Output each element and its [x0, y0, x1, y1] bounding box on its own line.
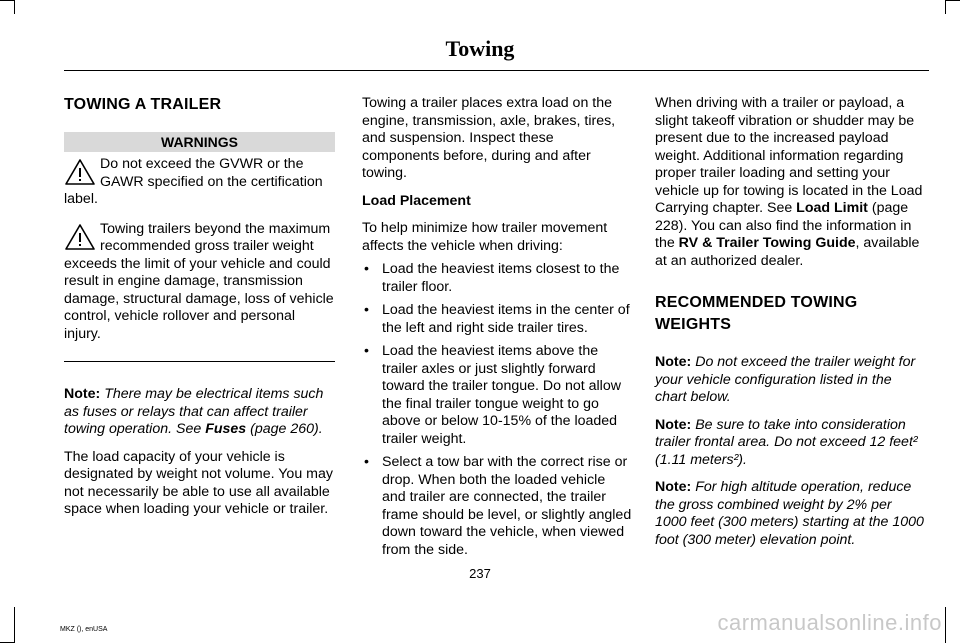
link-fuses[interactable]: Fuses [205, 421, 247, 437]
crop-mark [946, 0, 960, 1]
link-rv-trailer-towing-guide[interactable]: RV & Trailer Towing Guide [678, 235, 856, 251]
subheading-load-placement: Load Placement [362, 192, 471, 209]
page-header-title: Towing [445, 36, 515, 61]
note-label: Note: [655, 479, 692, 495]
paragraph-trailer-vibration [655, 95, 927, 270]
warning-triangle-icon [64, 158, 96, 186]
note-text: Do not exceed the trailer weight for your vehicle configuration listed in the chart below. [655, 354, 916, 405]
note-label: Note: [655, 416, 692, 433]
paragraph-towing-intro: Towing a trailer places extra load on the engine, transmission, axle, brakes, tires, and suspension. Inspect these components before, during and after towing. [362, 95, 616, 181]
paragraph-text: (page 228). You can also find the information in the [655, 200, 912, 251]
column-2 [362, 95, 632, 565]
section-heading-recommended-towing-weights [655, 292, 927, 336]
link-load-limit[interactable]: Load Limit [796, 200, 868, 216]
crop-mark [0, 0, 14, 1]
header-divider [64, 70, 929, 71]
heading-line-2: WEIGHTS [655, 316, 732, 333]
note-frontal-area [655, 417, 927, 470]
note-text: There may be electrical items such as fuses or relays that can affect trailer towing operation. See [64, 386, 324, 437]
note-fuses [64, 386, 335, 439]
list-item: • Load the heaviest items in the center of the left and right side trailer tires. [362, 302, 632, 337]
list-item: • Select a tow bar with the correct rise or drop. When both the loaded vehicle and trailer are connected, the trailer frame should be level, or slightly angled down toward the vehicle, when viewed from the side. [362, 454, 632, 559]
warning-2-text: Towing trailers beyond the maximum recommended gross trailer weight exceeds the limit of your vehicle and could result in engine damage, transmission damage, structural damage, loss of vehicle control, vehicle rollover and personal injury. [64, 220, 334, 342]
document-id: MKZ (), enUSA [60, 626, 108, 633]
list-item: • Load the heaviest items closest to the trailer floor. [362, 261, 632, 296]
warning-1 [64, 156, 335, 209]
crop-mark [945, 0, 946, 14]
note-trailer-weight [655, 354, 927, 407]
paragraph-load-capacity: The load capacity of your vehicle is designated by weight not volume. You may not necessarily be able to use all available space when loading your vehicle or trailer. [64, 448, 333, 517]
paragraph-text: When driving with a trailer or payload, a slight takeoff vibration or shudder may be present due to the increased payload weight. Additional information regarding proper trailer loading and setting your vehicle up for towing is located in the Load Carrying chapter. See [655, 95, 923, 216]
note-text: For high altitude operation, reduce the gross combined weight by 2% per 1000 feet (300 meters) starting at the 1000 foot (300 meter) elevation point. [655, 479, 924, 548]
page-number: 237 [469, 566, 491, 581]
warning-triangle-icon [64, 223, 96, 251]
list-item: • Load the heaviest items above the trailer axles or just slightly forward toward the trailer tongue. Do not allow the final trailer tongue weight to go above or below 10-15% of the loaded trailer weight. [362, 343, 632, 448]
column-3 [655, 95, 927, 549]
crop-mark [945, 607, 946, 643]
crop-mark [14, 0, 15, 14]
note-label: Note: [64, 386, 101, 402]
warning-2 [64, 221, 335, 344]
warning-1-text: Do not exceed the GVWR or the GAWR specified on the certification label. [64, 156, 323, 207]
crop-mark [14, 607, 15, 643]
paragraph-load-placement-lead: To help minimize how trailer movement affects the vehicle when driving: [362, 220, 608, 254]
section-divider [64, 361, 335, 362]
warnings-header: WARNINGS [64, 132, 335, 152]
note-high-altitude [655, 479, 927, 549]
heading-line-1: RECOMMENDED TOWING [655, 294, 858, 311]
note-text: Be sure to take into consideration trailer frontal area. Do not exceed 12 feet² (1.11 meters²). [655, 416, 918, 468]
column-1 [64, 95, 335, 519]
paragraph-text: , available at an authorized dealer. [655, 235, 920, 269]
watermark: carmanualsonline.info [717, 610, 942, 635]
load-placement-list [362, 261, 632, 559]
note-label: Note: [655, 354, 692, 370]
note-page-ref: (page 260). [250, 421, 323, 437]
section-heading-towing-a-trailer: TOWING A TRAILER [64, 96, 222, 113]
